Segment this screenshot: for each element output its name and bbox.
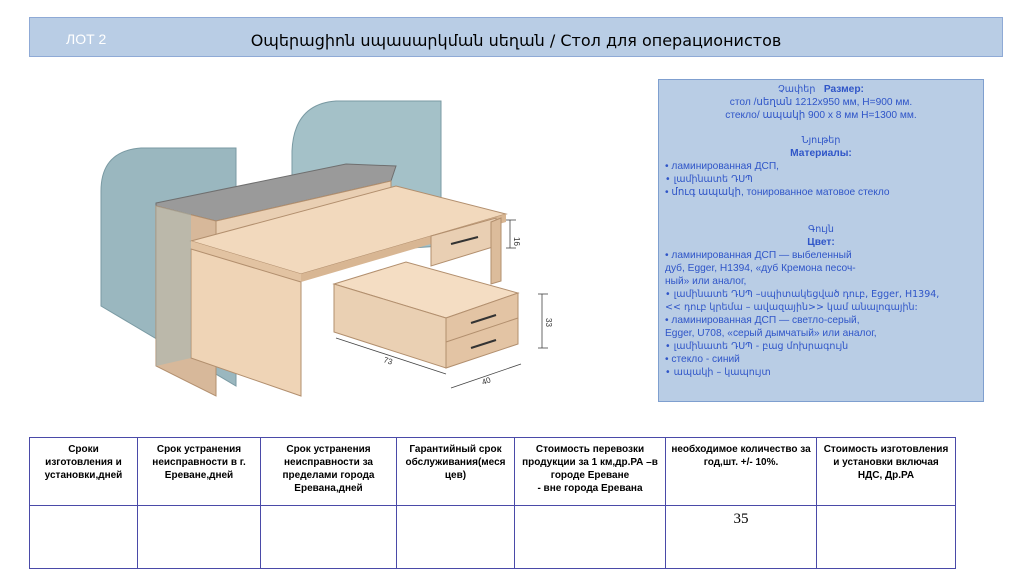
page-title: Օպերացիոն սպասարկման սեղան / Стол для операционистов [250,31,782,50]
value-cell [261,506,397,569]
color-item: • ламинированная ДСП — выбеленный [665,250,852,261]
color-item: • ламинированная ДСП — светло-серый, [665,315,860,326]
size-heading-arm: Չափեր [778,84,816,95]
header-cell: Стоимость изготовления и установки включая НДС, Др.РА [817,438,956,506]
header-cell: Срок устранения неисправности в г. Ереване,дней [138,438,261,506]
color-item: • լամինատե ԴՍՊ - բաց մոխրագույն [665,341,849,352]
color-heading-arm: Գույն [808,224,834,235]
value-cell [397,506,515,569]
header-cell: Стоимость перевозки продукции за 1 км,др.РА –в городе Ереване - вне города Еревана [515,438,666,506]
header-cell: Сроки изготовления и установки,дней [30,438,138,506]
spec-table [29,437,956,569]
title-bar [29,17,1003,57]
color-item: • ապակի – կապույտ [665,367,771,378]
header-cell: Срок устранения неисправности за пределами города Еревана,дней [261,438,397,506]
value-cell [515,506,666,569]
size-line-2: стекло/ ապակի 900 х 8 мм H=1300 мм. [725,110,917,121]
quantity-value: 35 [666,506,817,569]
value-cell [817,506,956,569]
spec-info-box [658,79,984,402]
material-item: • մուգ ապակի, тонированное матовое стекло [665,187,890,198]
lot-label: ЛОТ 2 [66,31,107,47]
materials-heading-arm: Նյութեր [801,135,841,146]
color-item: • լամինատե ԴՍՊ –սպիտակեցված դուբ, Egger, H1394, [665,289,940,300]
dim-33: 33 [544,318,553,327]
header-cell: Гарантийный срок обслуживания(меся цев) [397,438,515,506]
color-item: дуб, Egger, H1394, «дуб Кремона песоч- [665,263,856,274]
desk-illustration [96,96,566,416]
header-cell: необходимое количество за год,шт. +/- 10%. [666,438,817,506]
dim-40: 40 [480,375,493,387]
dim-73: 73 [382,355,394,367]
material-item: • ламинированная ДСП, [665,161,779,172]
value-cell [138,506,261,569]
materials-heading-ru: Материалы: [790,148,852,159]
size-line-1: стол /սեղան 1212x950 мм, H=900 мм. [729,97,913,108]
color-heading-ru: Цвет: [807,237,835,248]
color-item: • стекло - синий [665,354,740,365]
color-item: Egger, U708, «серый дымчатый» или аналог, [665,328,877,339]
color-item: ный» или аналог, [665,276,747,287]
size-heading-ru: Размер: [823,84,864,95]
color-item: << դուբ կրեմա – ավազային>> կամ անալոգային: [665,302,918,313]
table-header-row [30,438,956,506]
dim-16: 16 [512,237,521,246]
value-cell [30,506,138,569]
table-row [30,506,956,569]
material-item: • լամինատե ԴՍՊ [665,174,753,185]
